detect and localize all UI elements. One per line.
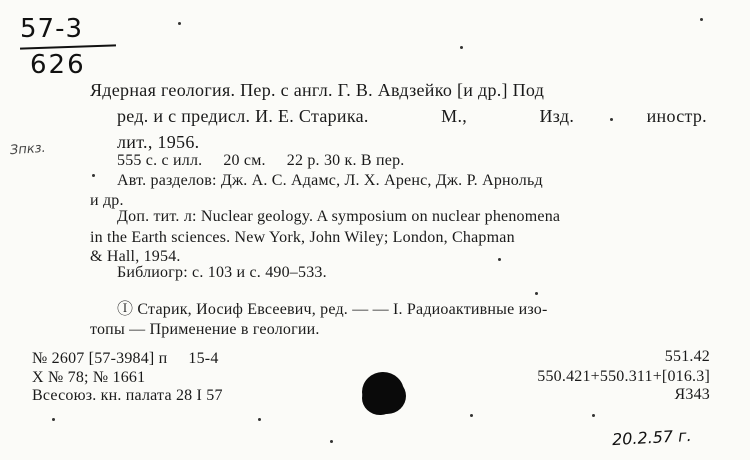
speck <box>470 414 473 417</box>
footer-issue-number: Х № 78; № 1661 <box>32 369 146 386</box>
author-sign: Я343 <box>674 386 710 403</box>
udc-primary: 551.42 <box>664 348 710 365</box>
footer-record-number: № 2607 [57-3984] п 15-4 <box>32 350 219 367</box>
speck <box>592 414 595 417</box>
imprint-place: М., <box>441 106 468 126</box>
speck <box>92 174 95 177</box>
speck <box>178 22 181 25</box>
ink-blot <box>362 372 404 412</box>
imprint-publisher: Изд. <box>539 106 575 126</box>
bibliography-note: Библиогр: с. 103 и с. 490–533. <box>117 264 327 281</box>
footer-chamber: Всесоюз. кн. палата 28 I 57 <box>32 387 223 404</box>
call-number-bottom: 626 <box>30 50 86 80</box>
tracing-line2: топы — Применение в геологии. <box>90 321 320 338</box>
entry-imprint-line <box>117 106 707 126</box>
imprint-editor: ред. и с предисл. И. Е. Старика. <box>117 106 369 126</box>
speck <box>330 440 333 443</box>
udc-secondary: 550.421+550.311+[016.3] <box>537 368 710 385</box>
authors-note-line1: Авт. разделов: Дж. А. С. Адамс, Л. Х. Аренс, Дж. Р. Арнольд <box>117 172 543 189</box>
speck <box>52 418 55 421</box>
call-number-top: 57-3 <box>20 14 84 44</box>
call-number-divider <box>20 44 116 49</box>
parallel-title-line3: & Hall, 1954. <box>90 248 181 265</box>
speck <box>700 18 703 21</box>
speck <box>535 292 538 295</box>
tracing-line1: Ⓘ Старик, Иосиф Евсеевич, ред. — — I. Радиоактивные изо- <box>117 301 548 318</box>
entry-title-line: Ядерная геология. Пер. с англ. Г. В. Авдзейко [и др.] Под <box>90 80 545 100</box>
speck <box>460 46 463 49</box>
speck <box>258 418 261 421</box>
imprint-publisher-2: иностр. <box>646 106 707 126</box>
speck <box>498 258 501 261</box>
handwritten-date-stamp: 20.2.57 г. <box>611 425 693 450</box>
speck <box>610 118 613 121</box>
margin-handwritten-note: Зпкз. <box>9 140 47 159</box>
parallel-title-line1: Доп. тит. л: Nuclear geology. A symposium on nuclear phenomena <box>117 208 561 225</box>
parallel-title-line2: in the Earth sciences. New York, John Wiley; London, Chapman <box>90 229 515 246</box>
authors-note-line2: и др. <box>90 192 124 209</box>
physical-description: 555 с. с илл. 20 см. 22 р. 30 к. В пер. <box>117 152 405 169</box>
entry-publisher-year: лит., 1956. <box>117 132 200 152</box>
